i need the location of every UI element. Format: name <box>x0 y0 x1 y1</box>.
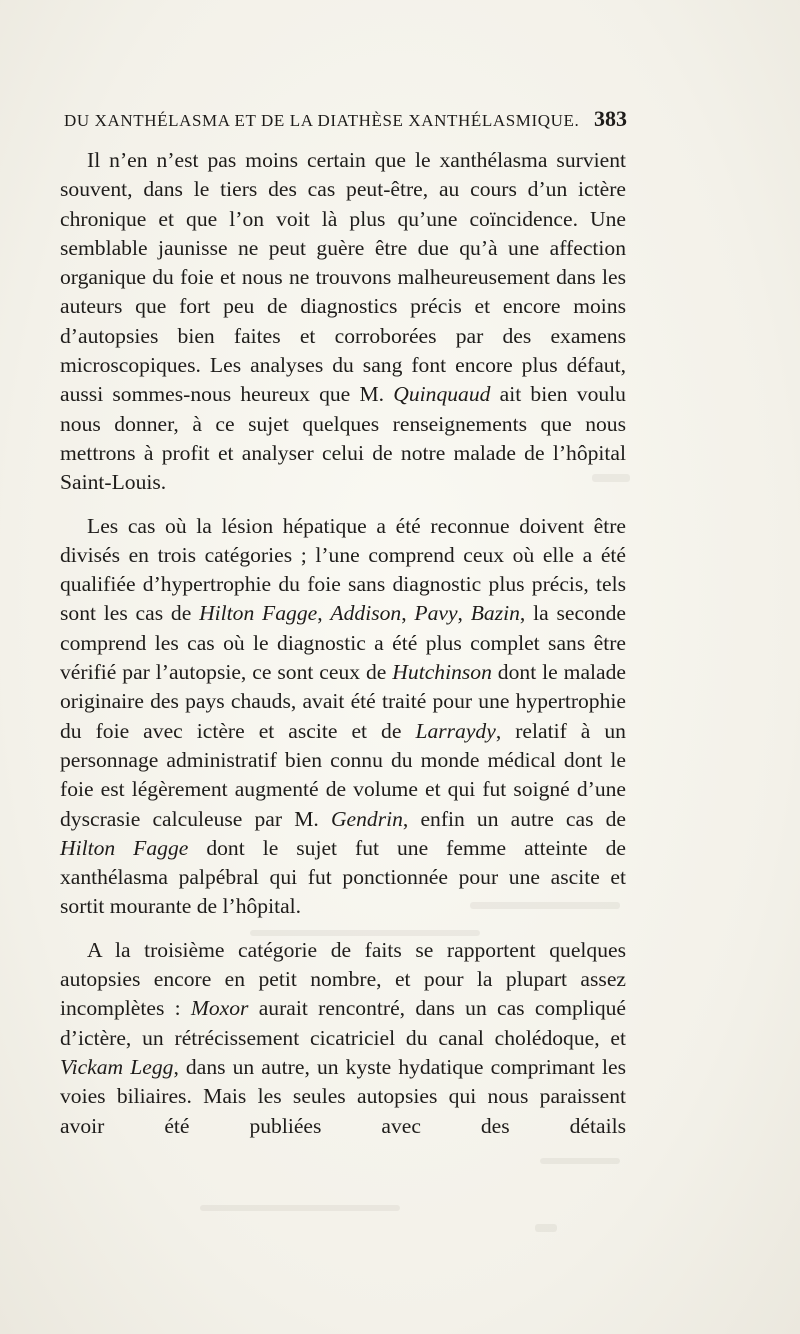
text-run: , relatif à un personnage administratif bien connu du monde médical dont le foie est légèrement augmenté de volume et qui fut soigné d’une dyscrasie calculeuse par M. <box>60 718 626 831</box>
author-name: Moxor <box>190 996 249 1021</box>
text-run: A la troisième catégorie de faits se rapportent quelques autopsies encore en petit nombre, et pour la plupart assez incomplètes : <box>60 937 626 1021</box>
text-run: , enfin un autre cas de <box>402 806 627 831</box>
author-name: Vickam Legg <box>60 1054 174 1079</box>
author-name: Quinquaud <box>393 382 491 407</box>
author-name: Bazin <box>470 601 520 626</box>
page-number: 383 <box>594 106 627 131</box>
paragraph <box>60 512 626 922</box>
running-head <box>64 106 627 132</box>
author-name: Hilton Fagge <box>199 601 318 626</box>
text-run: dont le malade originaire des pays chauds, avait été traité pour une hypertrophie du foie avec ictère et ascite et de <box>60 660 626 743</box>
paragraph <box>60 146 626 498</box>
author-name: Pavy <box>414 601 458 626</box>
text-run: aurait rencontré, dans un cas compliqué d’ictère, un rétrécissement cicatriciel du canal cholédoque, et <box>60 996 627 1050</box>
author-name: Hilton Fagge <box>60 835 189 860</box>
text-run: , la seconde comprend les cas où le diagnostic a été plus complet sans être vérifié par l’autopsie, ce sont ceux de <box>60 601 627 685</box>
author-name: Gendrin <box>330 806 403 831</box>
author-name: Addison <box>330 601 402 626</box>
text-run: , <box>401 601 415 626</box>
text-run: Les cas où la lésion hépatique a été reconnue doivent être divisés en trois catégories ; l’une comprend ceux où elle a été qualifiée d’hypertrophie du foie sans diagnostic plus précis, tels sont les cas de <box>60 513 626 626</box>
author-name: Larraydy <box>415 718 496 743</box>
text-run: , dans un autre, un kyste hydatique comprimant les voies biliaires. Mais les seules autopsies qui nous paraissent avoir été publiées avec des détails <box>60 1054 626 1138</box>
paragraph <box>60 936 626 1141</box>
text-run: , <box>317 601 331 626</box>
body-text <box>60 146 626 1141</box>
text-run: dont le sujet fut une femme atteinte de xanthélasma palpébral qui fut ponctionnée pour une ascite et sortit mourante de l’hôpital. <box>60 835 626 919</box>
text-run: Il n’en n’est pas moins certain que le xanthélasma survient souvent, dans le tiers des cas peut-être, au cours d’un ictère chronique et que l’on voit là plus qu’une coïncidence. Une semblable jaunisse ne peut guère être due qu’à une affection organique du foie et nous ne trouvons malheureusement dans les auteurs que fort peu de diagnostics précis et encore moins d’autopsies bien faites et corroborées par des examens microscopiques. Les analyses du sang font encore plus défaut, aussi sommes-nous heureux que M. <box>60 148 626 407</box>
text-run: , <box>457 601 471 626</box>
running-title: DU XANTHÉLASMA ET DE LA DIATHÈSE XANTHÉLASMIQUE. <box>64 111 580 130</box>
text-run: ait bien voulu nous donner, à ce sujet quelques renseignements que nous mettrons à profit et analyser celui de notre malade de l’hôpital Saint-Louis. <box>60 382 626 495</box>
author-name: Hutchinson <box>392 660 492 685</box>
